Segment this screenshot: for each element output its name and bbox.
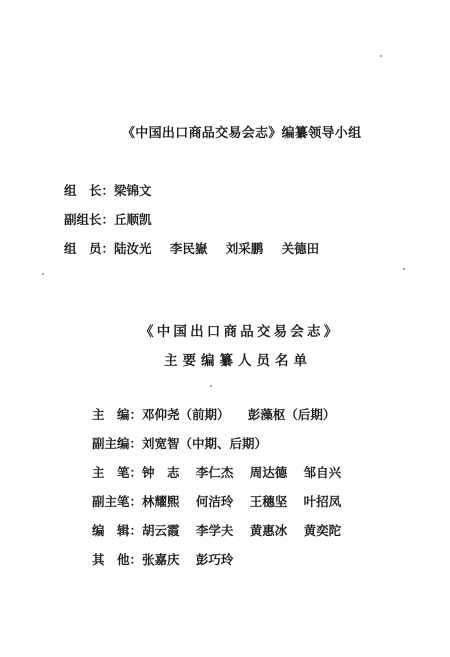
person-name: 胡云霞	[142, 523, 180, 538]
person-name: 周达德	[249, 465, 288, 480]
row-label: 主 笔：	[92, 465, 143, 480]
row-label: 副主编：	[92, 436, 143, 451]
row-names	[114, 181, 152, 199]
row-names	[142, 463, 341, 481]
person-name: 李民嶽	[169, 241, 208, 256]
person-name: 刘宽智（中期、后期）	[142, 436, 268, 451]
person-name: 叶招凤	[303, 494, 342, 509]
group-row-leader	[64, 181, 152, 199]
scan-speck	[403, 268, 405, 270]
staff-row-others	[92, 550, 233, 568]
person-name: 张嘉庆	[142, 552, 180, 567]
row-names	[114, 239, 319, 257]
group-row-deputy-leader	[64, 210, 152, 228]
row-label: 主 编：	[92, 407, 143, 422]
row-label: 副主笔：	[92, 494, 143, 509]
staff-list-subtitle: 主要编纂人员名单	[164, 353, 312, 369]
person-name: 钟 志	[142, 465, 180, 480]
person-name: 李学夫	[195, 523, 234, 538]
person-name: 陆汝光	[114, 241, 152, 256]
person-name: 关德田	[281, 241, 320, 256]
row-names	[114, 210, 152, 228]
staff-row-deputy-chief-editor	[92, 434, 267, 452]
staff-row-lead-writer	[92, 463, 341, 481]
staff-list-title: 《中国出口商品交易会志》	[140, 324, 341, 340]
row-names	[142, 521, 341, 539]
row-label: 副组长：	[64, 212, 115, 227]
person-name: 刘采鹏	[225, 241, 264, 256]
scan-speck	[380, 55, 382, 57]
group-row-members	[64, 239, 319, 257]
person-name: 邓仰尧（前期）	[142, 407, 230, 422]
person-name: 林耀煕	[142, 494, 180, 509]
row-label: 编 辑：	[92, 523, 143, 538]
person-name: 何洁玲	[195, 494, 234, 509]
row-label: 组 员：	[64, 241, 115, 256]
staff-row-editors	[92, 521, 341, 539]
row-label: 其 他：	[92, 552, 143, 567]
person-name: 邹自兴	[303, 465, 342, 480]
person-name: 彭藻枢（后期）	[247, 407, 336, 422]
row-names	[142, 405, 335, 423]
row-label: 组 长：	[64, 183, 115, 198]
person-name: 李仁杰	[195, 465, 234, 480]
row-names	[142, 550, 233, 568]
person-name: 黄奕陀	[303, 523, 342, 538]
leadership-group-title: 《中国出口商品交易会志》编纂领导小组	[122, 126, 362, 141]
person-name: 梁锦文	[114, 183, 152, 198]
person-name: 彭巧玲	[195, 552, 234, 567]
row-names	[142, 434, 267, 452]
person-name: 丘顺凯	[114, 212, 152, 227]
staff-row-chief-editor	[92, 405, 335, 423]
scan-speck	[42, 273, 44, 275]
person-name: 黄惠冰	[249, 523, 288, 538]
row-names	[142, 492, 341, 510]
scan-speck	[210, 385, 212, 387]
staff-row-deputy-lead-writer	[92, 492, 341, 510]
person-name: 王穗坚	[249, 494, 288, 509]
